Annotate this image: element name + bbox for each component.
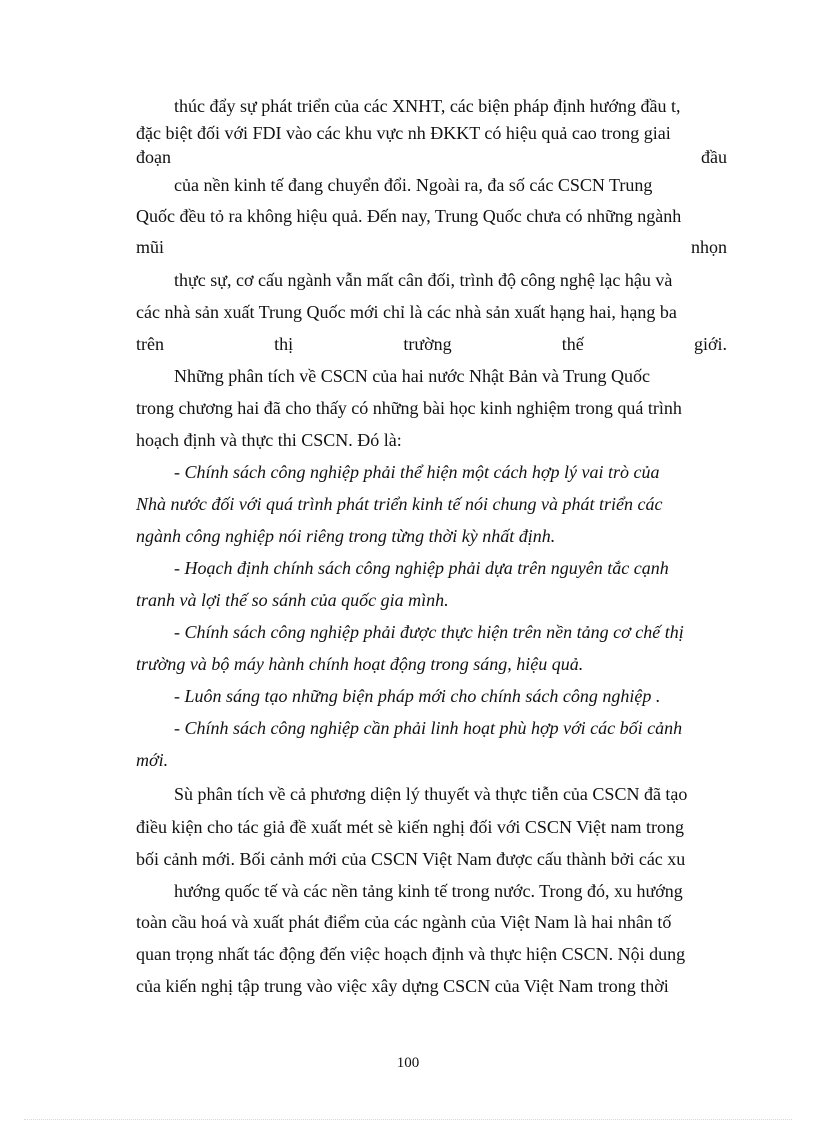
text-line-italic: - Hoạch định chính sách công nghiệp phải dựa trên nguyên tắc cạnh xyxy=(174,558,669,578)
text-line: toàn cầu hoá và xuất phát điểm của các ngành của Việt Nam là hai nhân tố xyxy=(136,912,672,932)
text-line-italic: - Chính sách công nghiệp cần phải linh hoạt phù hợp với các bối cảnh xyxy=(174,718,683,738)
text-word: thị xyxy=(274,334,294,354)
text-line-italic: tranh và lợi thế so sánh của quốc gia mình. xyxy=(136,590,449,610)
text-line-justified xyxy=(136,235,727,259)
text-word: mũi xyxy=(136,237,165,257)
text-line: của nền kinh tế đang chuyển đổi. Ngoài ra, đa số các CSCN Trung xyxy=(174,175,653,195)
text-line: thực sự, cơ cấu ngành vẫn mất cân đối, trình độ công nghệ lạc hậu và xyxy=(174,270,673,290)
text-line: Những phân tích về CSCN của hai nước Nhật Bản và Trung Quốc xyxy=(174,366,650,386)
text-line: hướng quốc tế và các nền tảng kinh tế trong nước. Trong đó, xu hướng xyxy=(174,881,683,901)
text-line: thúc đẩy sự phát triển của các XNHT, các biện pháp định hướng đầu t, xyxy=(174,96,681,116)
text-line-italic: Nhà nước đối với quá trình phát triển kinh tế nói chung và phát triển các xyxy=(136,494,663,514)
text-word: nhọn xyxy=(691,237,727,257)
page-bottom-border xyxy=(24,1119,792,1120)
text-word: giới. xyxy=(693,334,727,354)
text-line: bối cảnh mới. Bối cảnh mới của CSCN Việt Nam được cấu thành bởi các xu xyxy=(136,849,686,869)
text-word: trường xyxy=(403,334,452,354)
text-line: đặc biệt đối với FDI vào các khu vực nh ĐKKT có hiệu quả cao trong giai xyxy=(136,123,671,143)
text-line: Sù phân tích về cả phương diện lý thuyết và thực tiễn của CSCN đã tạo xyxy=(174,784,688,804)
text-line-italic: - Chính sách công nghiệp phải được thực hiện trên nền tảng cơ chế thị xyxy=(174,622,684,642)
text-line: điều kiện cho tác giả đề xuất mét sè kiến nghị đối với CSCN Việt nam trong xyxy=(136,817,685,837)
page-number: 100 xyxy=(396,1055,420,1071)
text-word: đầu xyxy=(701,147,727,167)
text-line-italic: mới. xyxy=(136,750,169,770)
text-line-justified xyxy=(136,145,727,169)
text-word: thế xyxy=(561,334,584,354)
text-line-italic: - Chính sách công nghiệp phải thể hiện một cách hợp lý vai trò của xyxy=(174,462,660,482)
text-line-italic: ngành công nghiệp nói riêng trong từng thời kỳ nhất định. xyxy=(136,526,556,546)
text-word: đoạn xyxy=(136,147,171,167)
text-line-justified xyxy=(136,332,727,356)
text-line-italic: - Luôn sáng tạo những biện pháp mới cho chính sách công nghiệp . xyxy=(174,686,661,706)
text-word: trên xyxy=(136,334,164,354)
text-line: hoạch định và thực thi CSCN. Đó là: xyxy=(136,430,402,450)
text-line-italic: trường và bộ máy hành chính hoạt động trong sáng, hiệu quả. xyxy=(136,654,584,674)
text-line: Quốc đều tỏ ra không hiệu quả. Đến nay, Trung Quốc chưa có những ngành xyxy=(136,206,682,226)
text-line: các nhà sản xuất Trung Quốc mới chỉ là các nhà sản xuất hạng hai, hạng ba xyxy=(136,302,677,322)
text-line: trong chương hai đã cho thấy có những bài học kinh nghiệm trong quá trình xyxy=(136,398,682,418)
text-line: của kiến nghị tập trung vào việc xây dựng CSCN của Việt Nam trong thời xyxy=(136,976,669,996)
text-line: quan trọng nhất tác động đến việc hoạch định và thực hiện CSCN. Nội dung xyxy=(136,944,686,964)
